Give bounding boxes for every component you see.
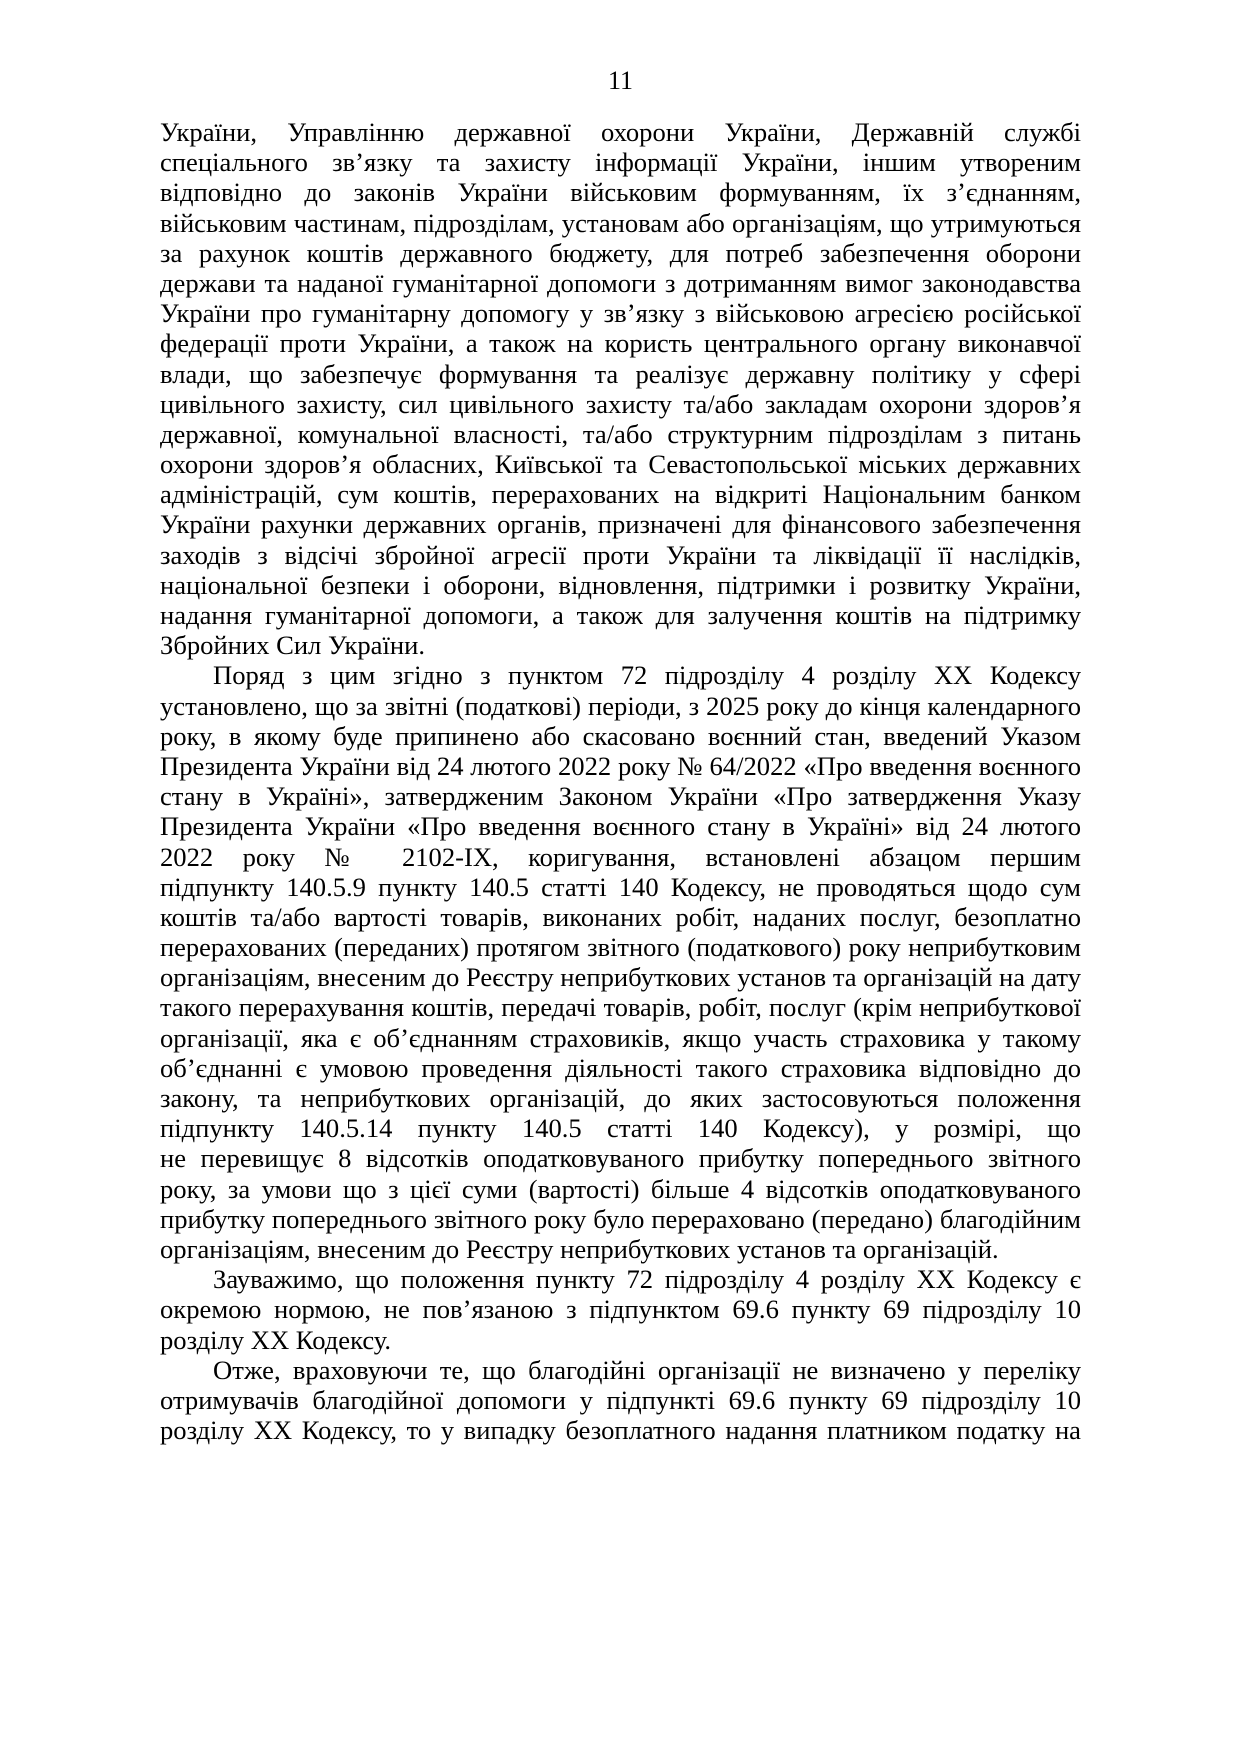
text-line: Отже, враховуючи те, що благодійні організації не визначено у переліку (213, 1354, 1081, 1385)
text-line: цивільного захисту, сил цивільного захисту та/або закладам охорони здоров’я (160, 388, 1081, 419)
text-line: охорони здоров’я обласних, Київської та Севастопольської міських державних (160, 449, 1081, 480)
text-line: розділу XX Кодексу, то у випадку безоплатного надання платником податку на (160, 1415, 1081, 1446)
text-line: прибутку попереднього звітного року було перераховано (передано) благодійним (160, 1203, 1081, 1234)
text-line: не перевищує 8 відсотків оподатковуваного прибутку попереднього звітного (160, 1143, 1081, 1174)
text-line: закону, та неприбуткових організацій, до яких застосовуються положення (160, 1083, 1081, 1113)
document-body (160, 117, 1081, 1445)
text-line: України про гуманітарну допомогу у зв’язку з військовою агресією російської (160, 298, 1081, 329)
text-line: за рахунок коштів державного бюджету, для потреб забезпечення оборони (160, 237, 1081, 268)
paragraph (160, 1355, 1081, 1446)
text-line: адміністрацій, сум коштів, перерахованих на відкриті Національним банком (160, 479, 1081, 510)
page-number: 11 (607, 66, 634, 95)
text-line: організації, яка є об’єднанням страховиків, якщо участь страховика у такому (160, 1022, 1081, 1053)
paragraph (160, 1264, 1081, 1355)
text-line: 2022 року № 2102-IX, коригування, встановлені абзацом першим (160, 841, 1081, 872)
text-line: Поряд з цим згідно з пунктом 72 підрозділу 4 розділу XX Кодексу (213, 660, 1081, 691)
text-line: національної безпеки і оборони, відновлення, підтримки і розвитку України, (160, 569, 1081, 600)
text-line: такого перерахування коштів, передачі товарів, робіт, послуг (крім неприбуткової (160, 992, 1081, 1023)
text-line: підпункту 140.5.9 пункту 140.5 статті 140 Кодексу, не проводяться щодо сум (160, 871, 1081, 902)
text-line: спеціального зв’язку та захисту інформації України, іншим утвореним (160, 147, 1081, 178)
text-line: Зауважимо, що положення пункту 72 підрозділу 4 розділу XX Кодексу є (213, 1264, 1081, 1295)
paragraph (160, 660, 1081, 1264)
text-line: Президента України «Про введення воєнного стану в Україні» від 24 лютого (160, 811, 1081, 842)
text-line: коштів та/або вартості товарів, виконаних робіт, наданих послуг, безоплатно (160, 901, 1081, 932)
text-line: відповідно до законів України військовим формуванням, їх з’єднанням, (160, 177, 1081, 208)
text-line: надання гуманітарної допомоги, а також для залучення коштів на підтримку (160, 600, 1081, 630)
text-line: заходів з відсічі збройної агресії проти України та ліквідації її наслідків, (160, 539, 1081, 570)
text-line: року, за умови що з цієї суми (вартості) більше 4 відсотків оподатковуваного (160, 1173, 1081, 1204)
text-line: окремою нормою, не пов’язаною з підпунктом 69.6 пункту 69 підрозділу 10 (160, 1294, 1081, 1325)
text-line: розділу XX Кодексу. (160, 1324, 392, 1355)
text-line: року, в якому буде припинено або скасовано воєнний стан, введений Указом (160, 720, 1081, 751)
text-line: організаціям, внесеним до Реєстру неприбуткових установ та організацій на дату (160, 962, 1081, 993)
text-line: перерахованих (переданих) протягом звітного (податкового) року неприбутковим (160, 932, 1081, 963)
text-line: стану в Україні», затвердженим Законом України «Про затвердження Указу (160, 781, 1081, 812)
text-line: військовим частинам, підрозділам, установам або організаціям, що утримуються (160, 207, 1081, 238)
text-line: організаціям, внесеним до Реєстру неприбуткових установ та організацій. (160, 1233, 999, 1264)
text-line: отримувачів благодійної допомоги у підпункті 69.6 пункту 69 підрозділу 10 (160, 1384, 1081, 1415)
text-line: влади, що забезпечує формування та реалізує державну політику у сфері (160, 358, 1081, 389)
text-line: державної, комунальної власності, та/або структурним підрозділам з питань (160, 418, 1081, 449)
paragraph (160, 117, 1081, 660)
text-line: установлено, що за звітні (податкові) періоди, з 2025 року до кінця календарного (160, 690, 1081, 721)
text-line: Президента України від 24 лютого 2022 року № 64/2022 «Про введення воєнного (160, 750, 1081, 781)
text-line: України, Управлінню державної охорони України, Державній службі (160, 117, 1081, 147)
text-line: об’єднанні є умовою проведення діяльності такого страховика відповідно до (160, 1052, 1081, 1083)
text-line: України рахунки державних органів, призначені для фінансового забезпечення (160, 509, 1081, 540)
text-line: держави та наданої гуманітарної допомоги з дотриманням вимог законодавства (160, 267, 1081, 298)
text-line: Збройних Сил України. (160, 630, 425, 661)
text-line: підпункту 140.5.14 пункту 140.5 статті 140 Кодексу), у розмірі, що (160, 1113, 1081, 1144)
text-line: федерації проти України, а також на користь центрального органу виконавчої (160, 328, 1081, 359)
